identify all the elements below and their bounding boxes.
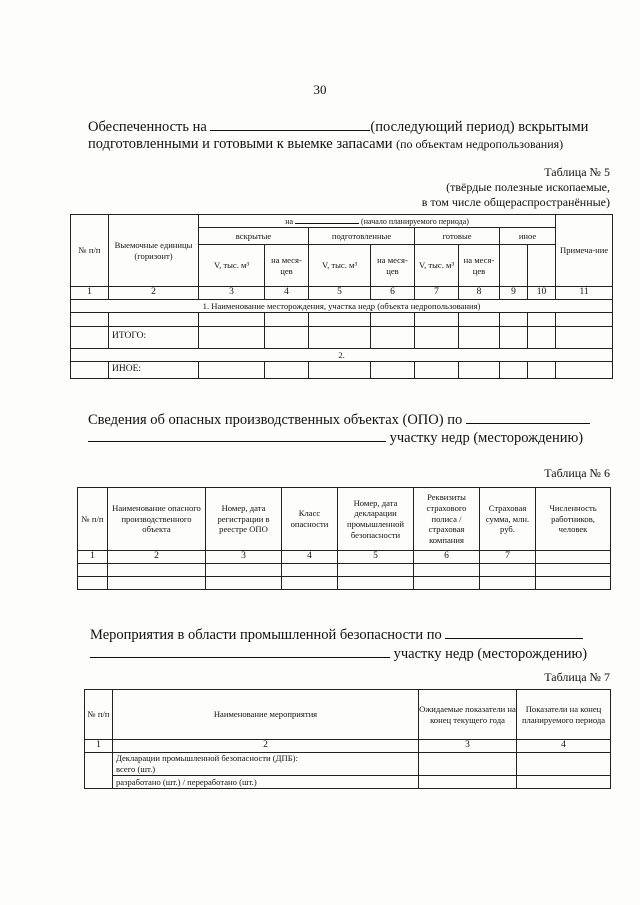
col-note: Примеча-ние bbox=[556, 215, 613, 287]
col-opened: вскрытые bbox=[199, 228, 309, 245]
sub-v: V, тыс. м³ bbox=[309, 245, 371, 287]
table-row bbox=[78, 563, 611, 576]
table5-subtitle-line1: (твёрдые полезные ископаемые, bbox=[446, 180, 610, 194]
table-7 bbox=[84, 689, 611, 789]
col-period-label: (начало планируемого периода) bbox=[361, 217, 469, 226]
table6-label: Таблица № 6 bbox=[544, 466, 610, 480]
section7-heading-text2: участку недр (месторождению) bbox=[393, 646, 588, 662]
sub-blank bbox=[528, 245, 556, 287]
table-6 bbox=[77, 487, 611, 590]
sub-months: на меся-цев bbox=[371, 245, 415, 287]
row-other-label: ИНОЕ: bbox=[109, 361, 199, 378]
section5-heading-text: подготовленными и готовыми к выемке запасами bbox=[88, 136, 393, 152]
header-cell: Номер, дата декларации промышленной безопасности bbox=[338, 488, 414, 551]
section6-heading-text2: участку недр (месторождению) bbox=[389, 430, 584, 446]
num-cell: 5 bbox=[309, 287, 371, 300]
section7-heading-line1 bbox=[90, 626, 583, 644]
header-cell: Наименование опасного производственного объекта bbox=[108, 488, 206, 551]
num-cell: 8 bbox=[459, 287, 500, 300]
row-total-count: всего (шт.) bbox=[113, 764, 419, 775]
section5-heading-line2 bbox=[88, 136, 563, 153]
num-cell: 4 bbox=[282, 551, 338, 564]
table-row bbox=[71, 326, 613, 348]
table7-label: Таблица № 7 bbox=[544, 670, 610, 684]
num-cell: 7 bbox=[480, 551, 536, 564]
row-declarations: Декларации промышленной безопасности (ДПБ): bbox=[113, 752, 419, 764]
section5-heading-part2: (последующий период) bbox=[370, 119, 515, 135]
fill-in-blank bbox=[90, 645, 390, 658]
col-unit: Выемочные единицы (горизонт) bbox=[109, 215, 199, 287]
section7-heading-text: Мероприятия в области промышленной безопасности по bbox=[90, 627, 442, 643]
col-other: иное bbox=[500, 228, 556, 245]
table-row bbox=[85, 752, 611, 764]
fill-in-blank bbox=[88, 429, 386, 442]
num-cell: 1 bbox=[71, 287, 109, 300]
section5-heading-part3: вскрытыми bbox=[518, 119, 589, 135]
header-cell: № п/п bbox=[78, 488, 108, 551]
num-cell: 4 bbox=[265, 287, 309, 300]
num-cell: 4 bbox=[517, 740, 611, 753]
num-cell: 6 bbox=[371, 287, 415, 300]
fill-in-blank bbox=[466, 411, 590, 424]
num-cell: 1 bbox=[85, 740, 113, 753]
header-cell: Наименование мероприятия bbox=[113, 690, 419, 740]
numbers-row bbox=[85, 740, 611, 753]
section6-heading-text: Сведения об опасных производственных объектах (ОПО) по bbox=[88, 412, 463, 428]
header-cell: Реквизиты страхового полиса / страховая компания bbox=[414, 488, 480, 551]
num-cell: 6 bbox=[414, 551, 480, 564]
row-developed: разработано (шт.) / переработано (шт.) bbox=[113, 776, 419, 789]
num-cell: 7 bbox=[415, 287, 459, 300]
num-cell: 5 bbox=[338, 551, 414, 564]
table-row bbox=[78, 576, 611, 589]
col-no: № п/п bbox=[71, 215, 109, 287]
num-cell bbox=[536, 551, 611, 564]
section6-heading-line2 bbox=[88, 429, 583, 447]
header-cell: Класс опасности bbox=[282, 488, 338, 551]
num-cell: 2 bbox=[108, 551, 206, 564]
table-row bbox=[85, 776, 611, 789]
table-row bbox=[71, 361, 613, 378]
header-cell: Показатели на конец планируемого периода bbox=[517, 690, 611, 740]
sub-blank bbox=[500, 245, 528, 287]
num-cell: 11 bbox=[556, 287, 613, 300]
section5-heading-line1 bbox=[88, 118, 588, 136]
header-cell: Номер, дата регистрации в реестре ОПО bbox=[206, 488, 282, 551]
num-cell: 10 bbox=[528, 287, 556, 300]
row-two: 2. bbox=[71, 348, 613, 361]
fill-in-blank bbox=[295, 215, 359, 224]
col-ready: готовые bbox=[415, 228, 500, 245]
section5-heading-part1: Обеспеченность на bbox=[88, 119, 207, 135]
col-na-label: на bbox=[285, 217, 294, 226]
numbers-row bbox=[78, 551, 611, 564]
header-cell: Ожидаемые показатели на конец текущего года bbox=[419, 690, 517, 740]
table-5 bbox=[70, 214, 613, 379]
sub-months: на меся-цев bbox=[459, 245, 500, 287]
header-cell: Страховая сумма, млн. руб. bbox=[480, 488, 536, 551]
row-field-name: 1. Наименование месторождения, участка недр (объекта недропользования) bbox=[71, 299, 613, 312]
sub-months: на меся-цев bbox=[265, 245, 309, 287]
fill-in-blank bbox=[210, 118, 370, 131]
numbers-row bbox=[71, 287, 613, 300]
sub-v: V, тыс. м³ bbox=[415, 245, 459, 287]
section7-heading-line2 bbox=[90, 645, 587, 663]
num-cell: 2 bbox=[113, 740, 419, 753]
col-on-date bbox=[199, 215, 556, 228]
section5-heading-note: (по объектам недропользования) bbox=[396, 137, 564, 151]
section6-heading-line1 bbox=[88, 411, 590, 429]
header-cell: № п/п bbox=[85, 690, 113, 740]
table5-subtitle-line2: в том числе общераспространённые) bbox=[421, 195, 610, 209]
num-cell: 1 bbox=[78, 551, 108, 564]
col-prepared: подготовленные bbox=[309, 228, 415, 245]
sub-v: V, тыс. м³ bbox=[199, 245, 265, 287]
table-row bbox=[71, 312, 613, 326]
page-number: 30 bbox=[313, 82, 327, 97]
num-cell: 3 bbox=[206, 551, 282, 564]
header-cell: Численность работников, человек bbox=[536, 488, 611, 551]
num-cell: 3 bbox=[199, 287, 265, 300]
num-cell: 2 bbox=[109, 287, 199, 300]
fill-in-blank bbox=[445, 626, 583, 639]
num-cell: 9 bbox=[500, 287, 528, 300]
table5-label: Таблица № 5 bbox=[544, 165, 610, 179]
row-total-label: ИТОГО: bbox=[109, 326, 199, 348]
num-cell: 3 bbox=[419, 740, 517, 753]
